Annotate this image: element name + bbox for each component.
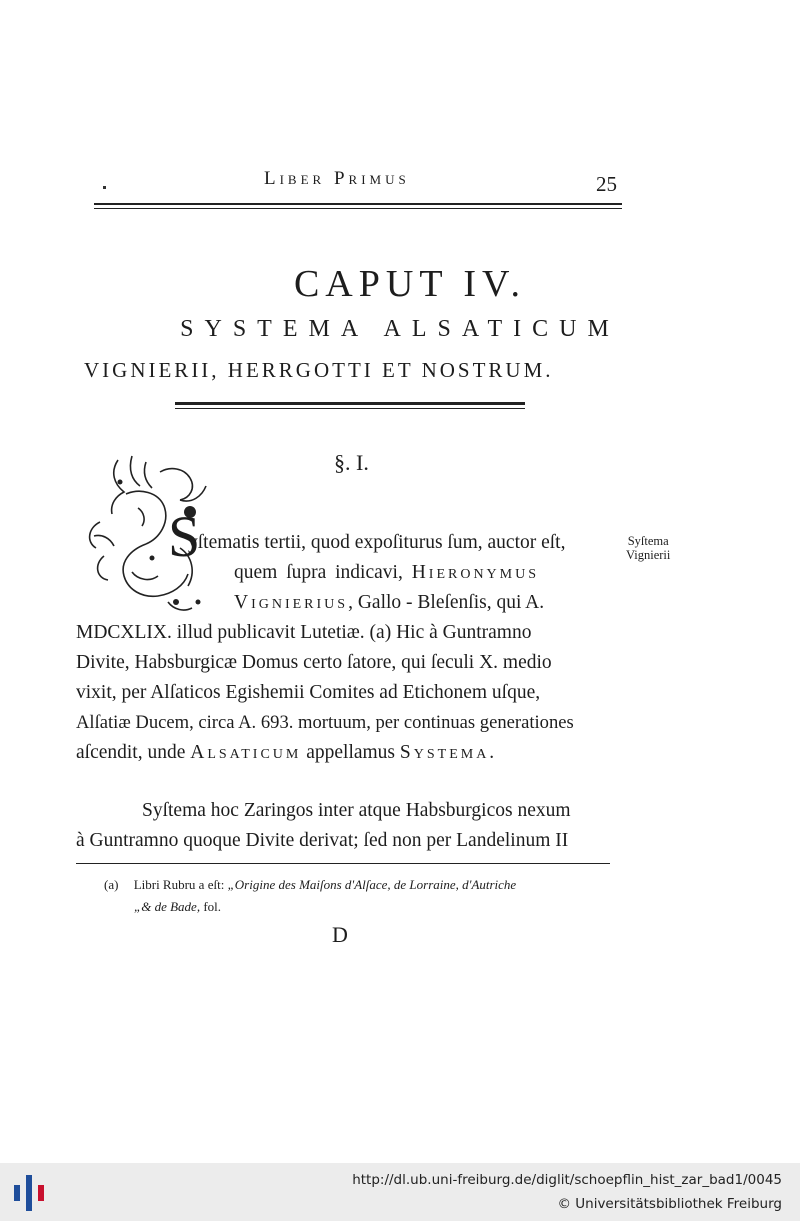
chapter-subtitle-2: VIGNIERII, HERRGOTTI ET NOSTRUM. [84,358,554,382]
footnote-title-2: „& de Bade, [134,899,201,914]
library-logo-icon [12,1173,46,1213]
text-line [76,738,497,768]
header-rule-top [94,203,622,205]
chapter-subtitle-1: SYSTEMA ALSATICUM [180,316,620,342]
margin-note-line-1: Syſtema [627,534,669,548]
permalink-url[interactable]: http://dl.ub.uni-freiburg.de/diglit/schoepflin_hist_zar_bad1/0045 [352,1172,782,1188]
running-head: Liber Primus [264,168,410,189]
footnote-marker: (a) [104,877,119,892]
text-line: Divite, Habsburgicæ Domus certo ſatore, qui ſeculi X. medio [76,652,552,673]
text-line [234,588,544,618]
term-alsaticum: Alsaticum [190,742,302,763]
page-number: 25 [596,172,617,196]
footnote-text-1: Libri Rubru a eſt: [133,877,225,892]
name-hieronymus: Hieronymus [411,562,540,583]
text-line: Alſatiæ Ducem, circa A. 693. mortuum, per continuas generationes [76,712,574,733]
text-line: MDCXLIX. illud publicavit Lutetiæ. (a) Hic à Guntramno [76,622,532,643]
text-line: vixit, per Alſaticos Egishemii Comites ad Etichonem uſque, [76,682,541,703]
text-line [234,558,539,588]
name-vignierius: Vignierius [234,592,349,613]
paragraph1-line8c: appellamus [306,742,396,763]
footnote-rule [76,863,610,864]
margin-note [626,534,670,562]
title-rule-bottom [175,408,525,409]
title-rule-top [175,402,525,405]
copyright-text: © Universitätsbibliothek Freiburg [557,1196,782,1212]
text-line [188,528,565,558]
printer-dot [103,186,106,189]
paragraph1-line1: yſtematis tertii, quod expoſiturus ſum, auctor eſt, [188,532,566,553]
text-line: à Guntramno quoque Divite derivat; ſed non per Landelinum II [76,830,569,851]
footnote [104,874,516,918]
paragraph1-line2a: quem ſupra indicavi, [234,562,403,583]
section-mark: §. I. [334,450,369,475]
header-rule-bottom [94,208,622,209]
footnote-text-2: fol. [203,899,222,914]
paragraph1-line8a: aſcendit, unde [76,742,186,763]
signature-mark: D [332,922,348,947]
paragraph1-line3b: , Gallo - Bleſenſis, qui A. [348,592,545,613]
initial-letter: S [168,504,201,569]
footnote-title-1: „Origine des Maiſons d'Alſace, de Lorraine, d'Autriche [227,877,517,892]
chapter-title: CAPUT IV. [293,263,527,305]
viewer-footer [0,1163,800,1221]
margin-note-line-2: Vignierii [626,548,671,562]
text-line: Syſtema hoc Zaringos inter atque Habsburgicos nexum [142,800,571,821]
term-systema: Systema. [399,742,498,763]
